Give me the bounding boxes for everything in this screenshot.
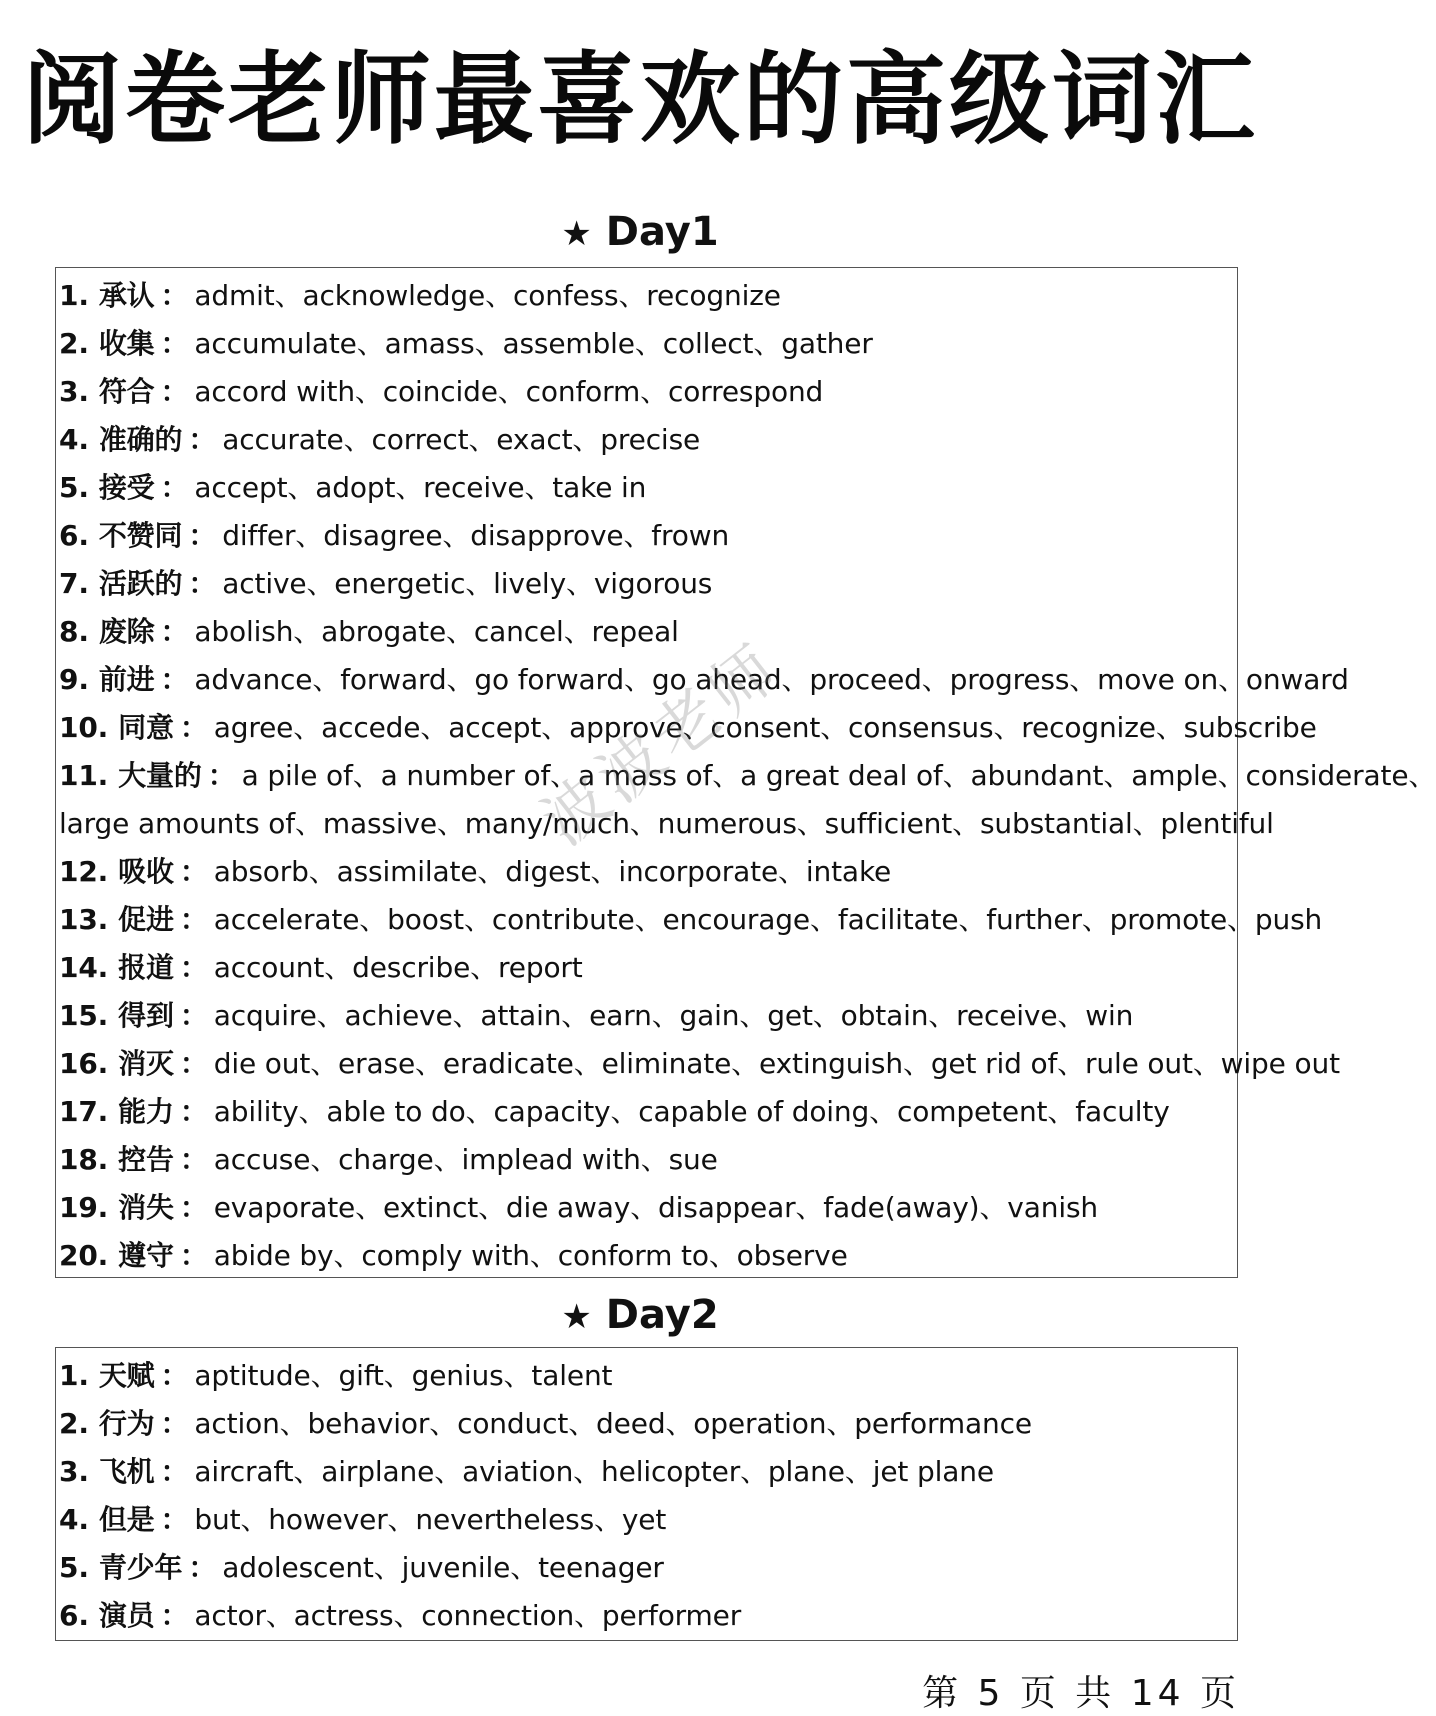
entry-colon: ： (160, 1407, 189, 1440)
vocab-entry (59, 1088, 1237, 1136)
chinese-term: 能力 (118, 1095, 174, 1128)
chinese-term: 准确的 (98, 423, 183, 456)
english-synonyms: adolescent、juvenile、teenager (222, 1551, 664, 1584)
vocab-entry (59, 1496, 1237, 1544)
entry-number: 2. (59, 1407, 89, 1440)
chinese-term: 大量的 (118, 759, 202, 792)
vocab-entry (59, 272, 1237, 320)
entry-number: 5. (59, 1551, 89, 1584)
english-synonyms: abolish、abrogate、cancel、repeal (194, 615, 679, 648)
entry-number: 4. (59, 423, 89, 456)
entry-colon: ： (179, 711, 208, 744)
chinese-term: 接受 (98, 471, 155, 504)
vocab-entry (59, 1448, 1237, 1496)
entry-number: 6. (59, 519, 89, 552)
vocab-entry (59, 944, 1237, 992)
entry-colon: ： (188, 1551, 217, 1584)
vocab-entry (59, 464, 1237, 512)
entry-number: 5. (59, 471, 89, 504)
watermark: 波波老师 (529, 629, 796, 861)
chinese-term: 符合 (98, 375, 155, 408)
english-synonyms: accelerate、boost、contribute、encourage、facilitate、further、promote、push (213, 903, 1323, 936)
chinese-term: 废除 (98, 615, 155, 648)
entry-number: 9. (59, 663, 89, 696)
vocab-entry (59, 704, 1317, 752)
english-synonyms: advance、forward、go forward、go ahead、proceed、progress、move on、onward (194, 663, 1349, 696)
entry-colon: ： (160, 1359, 189, 1392)
chinese-term: 报道 (118, 951, 174, 984)
entry-colon: ： (179, 855, 208, 888)
star-icon: ★ (561, 214, 592, 254)
chinese-term: 吸收 (118, 855, 174, 888)
chinese-term: 遵守 (118, 1239, 174, 1272)
entry-number: 12. (59, 855, 109, 888)
english-synonyms: absorb、assimilate、digest、incorporate、intake (213, 855, 892, 888)
entry-colon: ： (179, 1095, 208, 1128)
chinese-term: 但是 (98, 1503, 155, 1536)
entry-colon: ： (188, 423, 217, 456)
entry-colon: ： (160, 663, 189, 696)
entry-colon: ： (160, 327, 189, 360)
entry-colon: ： (188, 519, 217, 552)
entry-colon: ： (179, 1191, 208, 1224)
english-synonyms: accumulate、amass、assemble、collect、gather (194, 327, 873, 360)
entry-number: 10. (59, 711, 109, 744)
vocab-entry (59, 608, 1237, 656)
entry-colon: ： (160, 1599, 189, 1632)
entry-number: 14. (59, 951, 109, 984)
section-heading-day1 (0, 206, 1280, 260)
entry-number: 15. (59, 999, 109, 1032)
vocab-entry (59, 1040, 1340, 1088)
english-synonyms: ability、able to do、capacity、capable of doing、competent、faculty (213, 1095, 1170, 1128)
chinese-term: 演员 (98, 1599, 155, 1632)
english-synonyms: account、describe、report (213, 951, 583, 984)
entry-number: 18. (59, 1143, 109, 1176)
chinese-term: 得到 (118, 999, 174, 1032)
page-title: 阅卷老师最喜欢的高级词汇 (22, 41, 1258, 158)
entry-number: 16. (59, 1047, 109, 1080)
english-synonyms: admit、acknowledge、confess、recognize (194, 279, 781, 312)
vocab-entry (59, 416, 1237, 464)
entry-number: 7. (59, 567, 89, 600)
vocab-entry (59, 368, 1237, 416)
page-number: 第 5 页 共 14 页 (922, 1673, 1240, 1714)
entry-colon: ： (179, 1143, 208, 1176)
english-synonyms: abide by、comply with、conform to、observe (213, 1239, 848, 1272)
entry-colon: ： (160, 471, 189, 504)
english-synonyms: accept、adopt、receive、take in (194, 471, 647, 504)
chinese-term: 活跃的 (98, 567, 183, 600)
chinese-term: 收集 (98, 327, 155, 360)
section-heading-label: Day1 (605, 209, 719, 255)
vocab-entry (59, 1352, 1237, 1400)
english-synonyms: differ、disagree、disapprove、frown (222, 519, 730, 552)
chinese-term: 同意 (118, 711, 174, 744)
english-synonyms: aircraft、airplane、aviation、helicopter、plane、jet plane (194, 1455, 994, 1488)
entry-number: 17. (59, 1095, 109, 1128)
entry-number: 3. (59, 1455, 89, 1488)
entry-colon: ： (188, 567, 217, 600)
entry-colon: ： (179, 999, 208, 1032)
vocab-entry (59, 320, 1237, 368)
entry-colon: ： (179, 1047, 208, 1080)
entry-number: 8. (59, 615, 89, 648)
entry-number: 1. (59, 1359, 89, 1392)
entry-colon: ： (160, 615, 189, 648)
chinese-term: 承认 (98, 279, 155, 312)
chinese-term: 青少年 (98, 1551, 183, 1584)
vocab-box-day2 (55, 1347, 1238, 1641)
english-synonyms: action、behavior、conduct、deed、operation、performance (194, 1407, 1032, 1440)
vocab-box-day1 (55, 267, 1436, 1278)
vocab-entry (59, 896, 1323, 944)
english-synonyms: die out、erase、eradicate、eliminate、extinguish、get rid of、rule out、wipe out (213, 1047, 1340, 1080)
entry-number: 13. (59, 903, 109, 936)
entry-colon: ： (160, 375, 189, 408)
english-synonyms-continued: large amounts of、massive、many/much、numerous、sufficient、substantial、plentiful (59, 807, 1274, 840)
entry-colon: ： (160, 1503, 189, 1536)
chinese-term: 飞机 (98, 1455, 155, 1488)
english-synonyms: accord with、coincide、conform、correspond (194, 375, 824, 408)
english-synonyms: accurate、correct、exact、precise (222, 423, 701, 456)
entry-number: 11. (59, 759, 109, 792)
vocab-entry (59, 848, 1237, 896)
vocab-entry (59, 512, 1237, 560)
english-synonyms: actor、actress、connection、performer (194, 1599, 742, 1632)
vocab-entry (59, 656, 1349, 704)
vocab-entry (59, 752, 1436, 800)
entry-number: 4. (59, 1503, 89, 1536)
chinese-term: 控告 (118, 1143, 174, 1176)
vocab-entry (59, 1592, 1237, 1640)
vocab-entry (59, 560, 1237, 608)
english-synonyms: evaporate、extinct、die away、disappear、fade(away)、vanish (213, 1191, 1098, 1224)
vocab-entry (59, 1544, 1237, 1592)
section-heading-day2 (0, 1289, 1280, 1343)
vocab-entry (59, 1400, 1237, 1448)
entry-number: 2. (59, 327, 89, 360)
chinese-term: 消灭 (118, 1047, 174, 1080)
entry-colon: ： (207, 759, 236, 792)
english-synonyms: but、however、nevertheless、yet (194, 1503, 667, 1536)
english-synonyms: a pile of、a number of、a mass of、a great deal of、abundant、ample、considerate、 (241, 759, 1436, 792)
english-synonyms: acquire、achieve、attain、earn、gain、get、obtain、receive、win (213, 999, 1134, 1032)
entry-number: 3. (59, 375, 89, 408)
section-heading-label: Day2 (605, 1292, 719, 1338)
entry-colon: ： (160, 1455, 189, 1488)
entry-number: 6. (59, 1599, 89, 1632)
chinese-term: 前进 (98, 663, 155, 696)
english-synonyms: accuse、charge、implead with、sue (213, 1143, 718, 1176)
entry-number: 1. (59, 279, 89, 312)
chinese-term: 天赋 (98, 1359, 155, 1392)
vocab-entry (59, 1232, 1237, 1280)
english-synonyms: aptitude、gift、genius、talent (194, 1359, 613, 1392)
chinese-term: 行为 (98, 1407, 155, 1440)
vocab-entry (59, 1136, 1237, 1184)
entry-number: 19. (59, 1191, 109, 1224)
vocab-entry (59, 1184, 1237, 1232)
chinese-term: 消失 (118, 1191, 174, 1224)
entry-colon: ： (179, 1239, 208, 1272)
entry-colon: ： (179, 903, 208, 936)
english-synonyms: agree、accede、accept、approve、consent、consensus、recognize、subscribe (213, 711, 1317, 744)
star-icon: ★ (561, 1297, 592, 1337)
vocab-entry (59, 992, 1237, 1040)
entry-colon: ： (160, 279, 189, 312)
english-synonyms: active、energetic、lively、vigorous (222, 567, 713, 600)
chinese-term: 促进 (118, 903, 174, 936)
entry-number: 20. (59, 1239, 109, 1272)
entry-colon: ： (179, 951, 208, 984)
chinese-term: 不赞同 (98, 519, 183, 552)
